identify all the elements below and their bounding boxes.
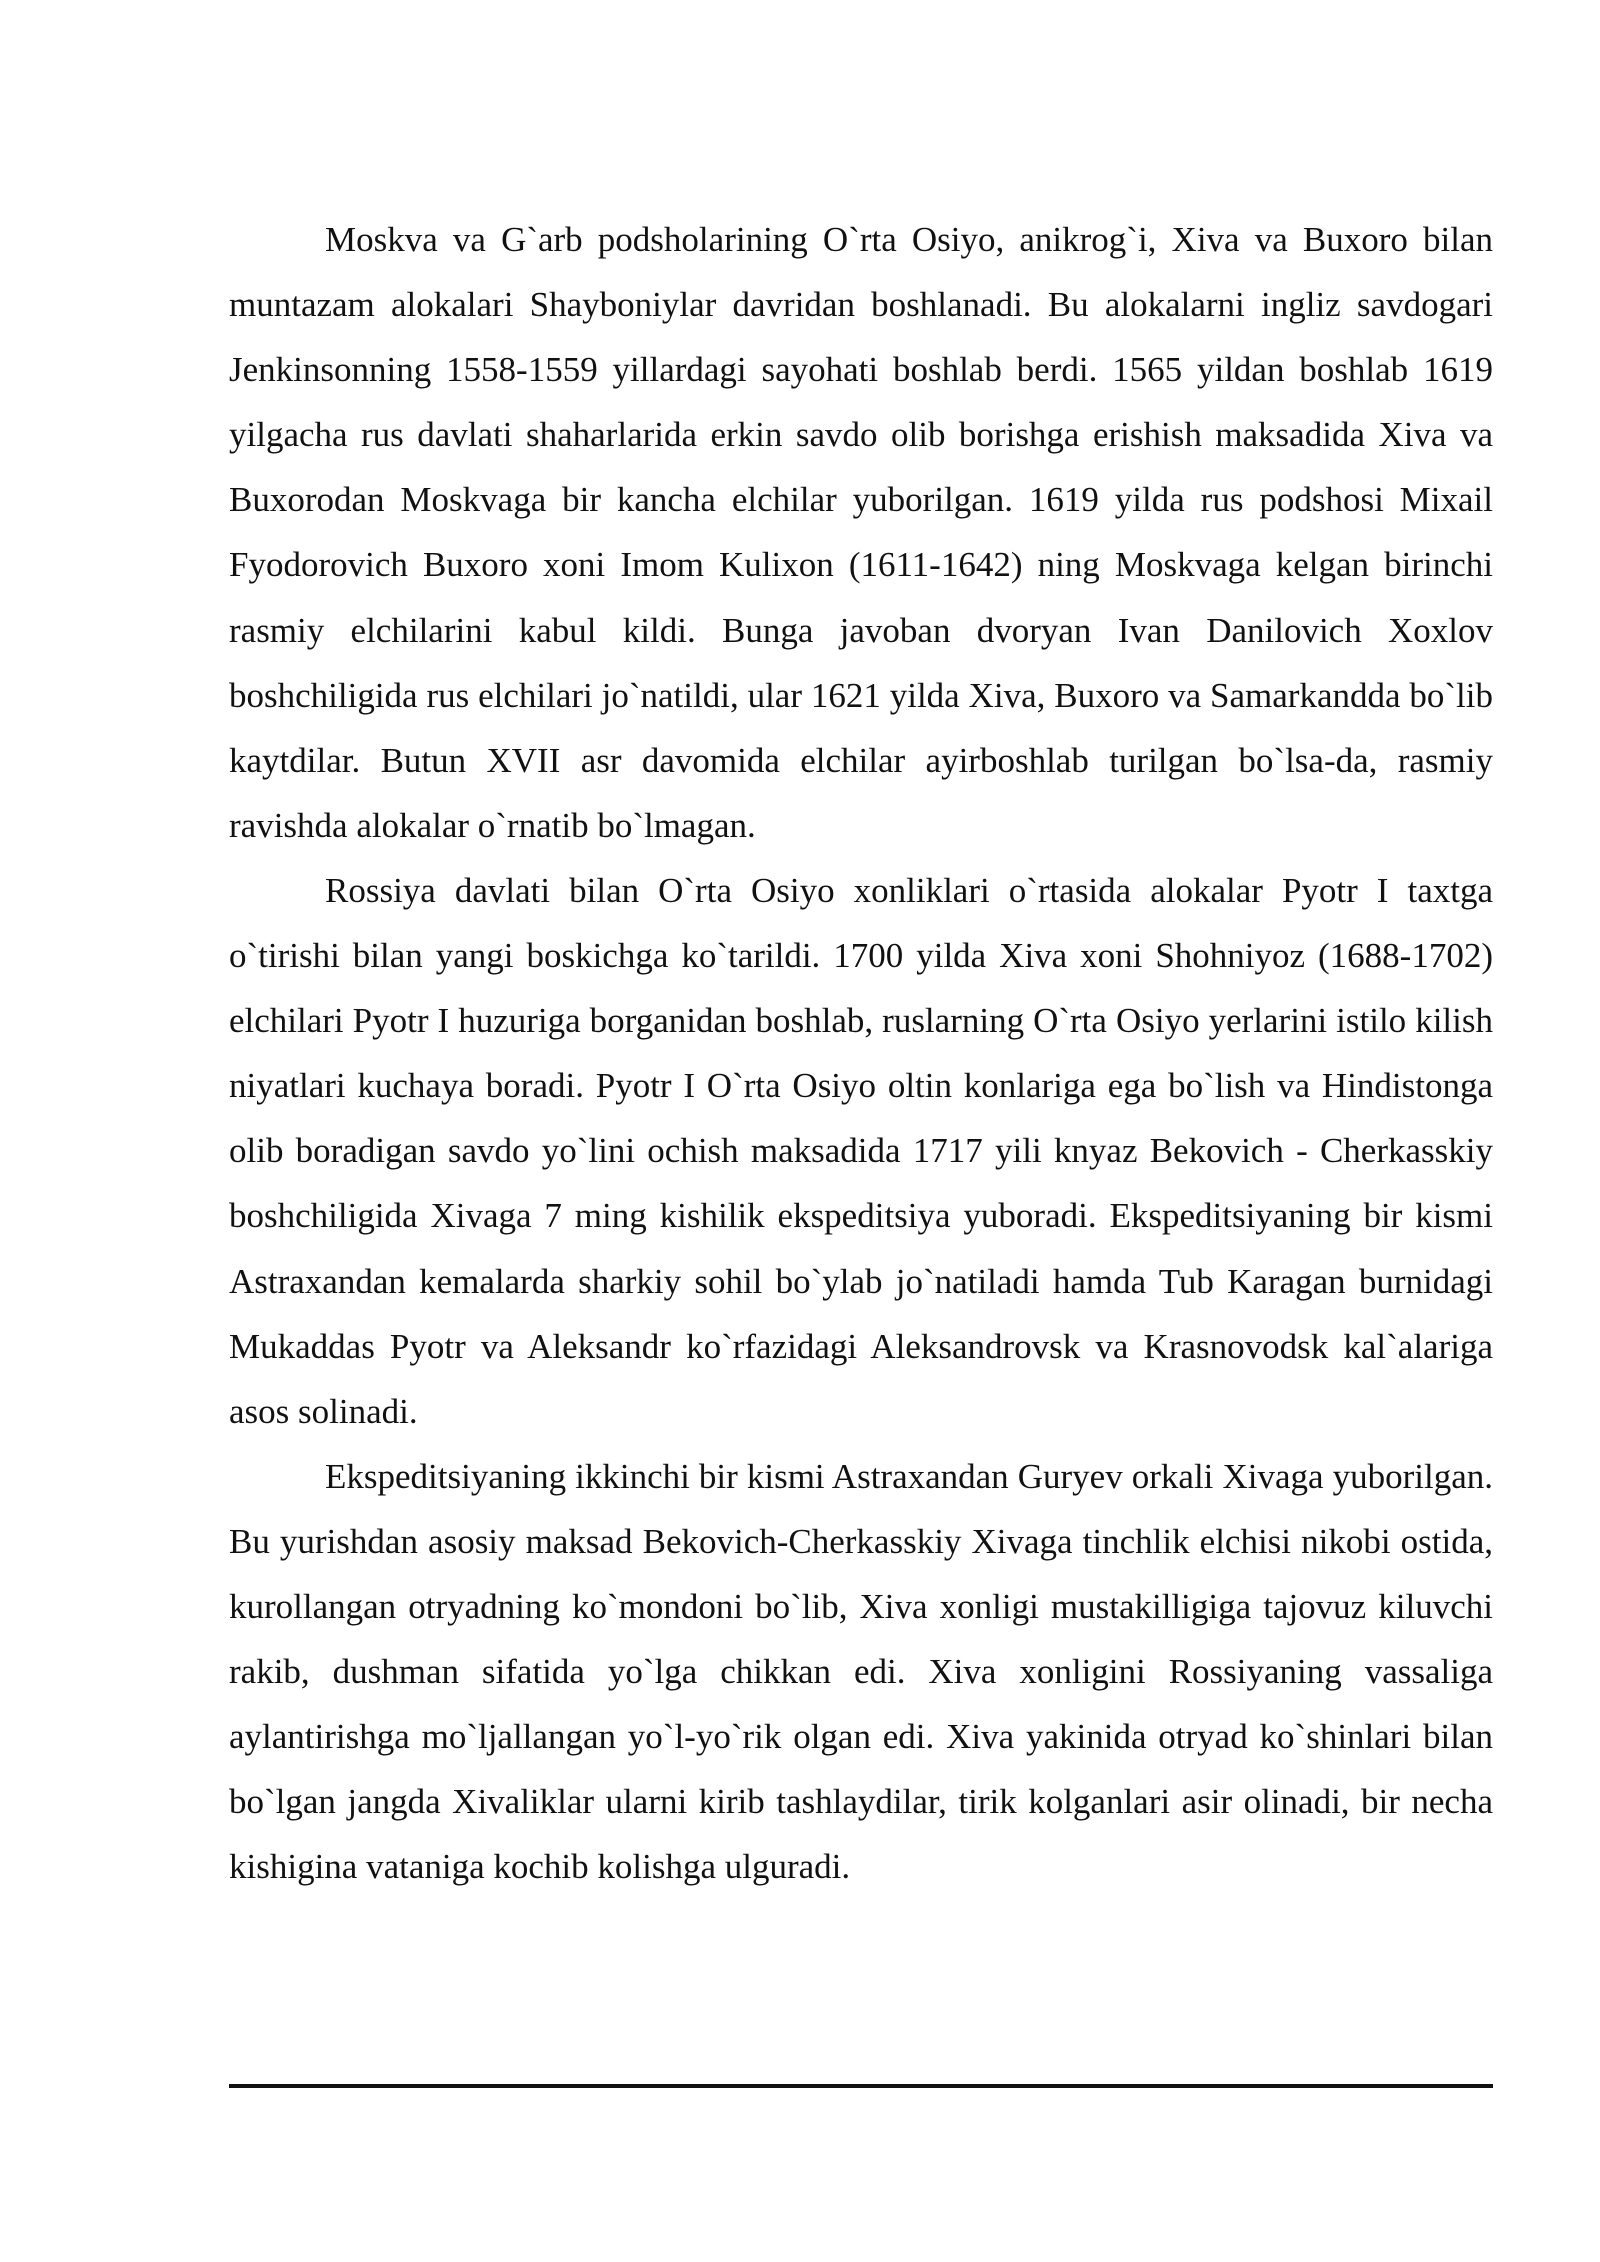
- paragraph-3: Ekspeditsiyaning ikkinchi bir kismi Astraxandan Guryev orkali Xivaga yuborilgan. Bu yurishdan asosiy maksad Bekovich-Cherkasskiy Xivaga tinchlik elchisi nikobi ostida, kurollangan otryadning ko`mondoni bo`lib, Xiva xonligi mustakilligiga tajovuz kiluvchi rakib, dushman sifatida yo`lga chikkan edi. Xiva xonligini Rossiyaning vassaliga aylantirishga mo`ljallangan yo`l-yo`rik olgan edi. Xiva yakinida otryad ko`shinlari bilan bo`lgan jangda Xivaliklar ularni kirib tashlaydilar, tirik kolganlari asir olinadi, bir necha kishigina vataniga kochib kolishga ulguradi.: [229, 1456, 1493, 1887]
- paragraph-2: Rossiya davlati bilan O`rta Osiyo xonliklari o`rtasida alokalar Pyotr I taxtga o`tirishi bilan yangi boskichga ko`tarildi. 1700 yilda Xiva xoni Shohniyoz (1688-1702) elchilari Pyotr I huzuriga borganidan boshlab, ruslarning O`rta Osiyo yerlarini istilo kilish niyatlari kuchaya boradi. Pyotr I O`rta Osiyo oltin konlariga ega bo`lish va Hindistonga olib boradigan savdo yo`lini ochish maksadida 1717 yili knyaz Bekovich - Cherkasskiy boshchiligida Xivaga 7 ming kishilik ekspeditsiya yuboradi. Ekspeditsiyaning bir kismi Astraxandan kemalarda sharkiy sohil bo`ylab jo`natiladi hamda Tub Karagan burnidagi Mukaddas Pyotr va Aleksandr ko`rfazidagi Aleksandrovsk va Krasnovodsk kal`alariga asos solinadi.: [229, 870, 1493, 1431]
- paragraph-1: Moskva va G`arb podsholarining O`rta Osiyo, anikrog`i, Xiva va Buxoro bilan muntazam alokalari Shayboniylar davridan boshlanadi. Bu alokalarni ingliz savdogari Jenkinsonning 1558-1559 yillardagi sayohati boshlab berdi. 1565 yildan boshlab 1619 yilgacha rus davlati shaharlarida erkin savdo olib borishga erishish maksadida Xiva va Buxorodan Moskvaga bir kancha elchilar yuborilgan. 1619 yilda rus podshosi Mixail Fyodorovich Buxoro xoni Imom Kulixon (1611-1642) ning Moskvaga kelgan birinchi rasmiy elchilarini kabul kildi. Bunga javoban dvoryan Ivan Danilovich Xoxlov boshchiligida rus elchilari jo`natildi, ular 1621 yilda Xiva, Buxoro va Samarkandda bo`lib kaytdilar. Butun XVII asr davomida elchilar ayirboshlab turilgan bo`lsa-da, rasmiy ravishda alokalar o`rnatib bo`lmagan.: [229, 220, 1493, 845]
- footnote-separator-line: [229, 2084, 1493, 2088]
- document-body: [229, 207, 1493, 1899]
